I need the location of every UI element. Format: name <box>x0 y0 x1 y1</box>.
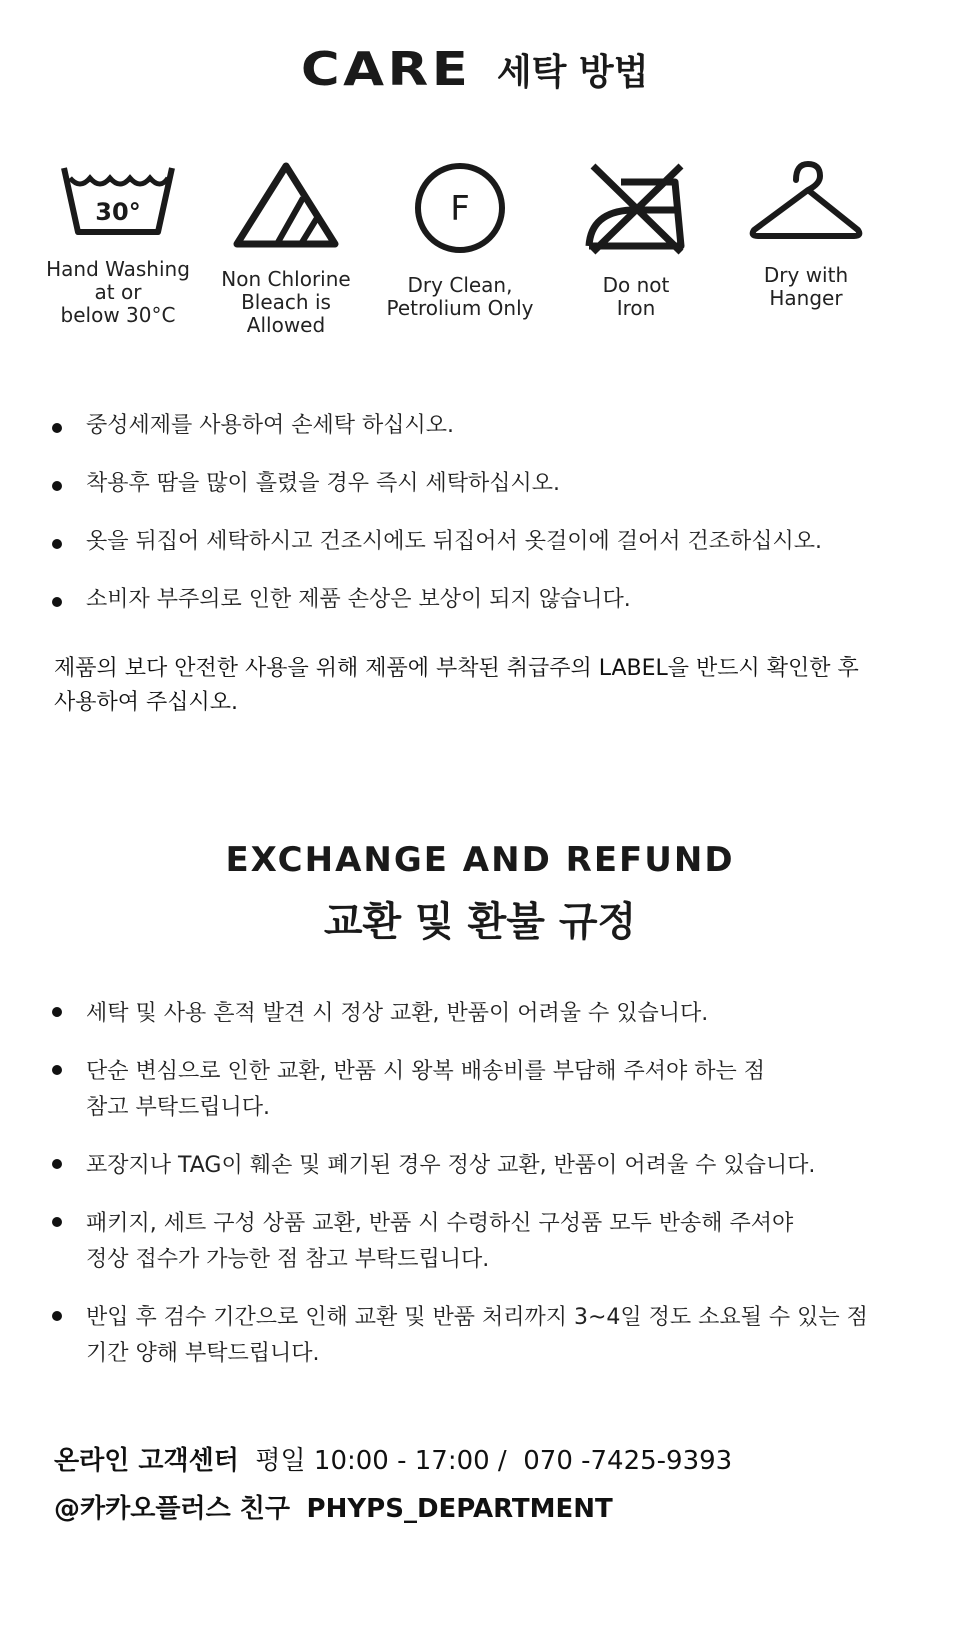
care-icon-label: Dry Clean, Petrolium Only <box>386 273 534 320</box>
bullet-text: 착용후 땀을 많이 흘렸을 경우 즉시 세탁하십시오. <box>86 471 560 496</box>
list-item <box>52 412 822 440</box>
customer-center-hours: 평일 10:00 - 17:00 / <box>255 1446 507 1476</box>
bullet-dot <box>52 1159 62 1169</box>
bullet-text: 단순 변심으로 인한 교환, 반품 시 왕복 배송비를 부담해 주셔야 하는 점 <box>86 1059 765 1084</box>
do-not-iron-icon <box>581 160 691 256</box>
bullet-text: 옷을 뒤집어 세탁하시고 건조시에도 뒤집어서 옷걸이에 걸어서 건조하십시오. <box>86 529 823 554</box>
bullet-text-continued: 참고 부탁드립니다. <box>86 1095 271 1120</box>
care-icon-label: Hand Washing at or below 30°C <box>46 257 190 327</box>
exchange-title-ko: 교환 및 환불 규정 <box>323 899 637 945</box>
bullet-dot <box>52 481 62 491</box>
list-item <box>52 470 822 498</box>
care-icon-hand-wash <box>28 160 208 327</box>
kakao-plus-friend <box>54 1488 613 1525</box>
bullet-dot <box>52 423 62 433</box>
list-item <box>52 1148 868 1184</box>
bullet-dot <box>52 1217 62 1227</box>
bullet-text: 포장지나 TAG이 훼손 및 폐기된 경우 정상 교환, 반품이 어려울 수 있습니다. <box>86 1153 816 1178</box>
svg-text:30°: 30° <box>95 198 141 226</box>
bullet-dot <box>52 1065 62 1075</box>
bullet-dot <box>52 1007 62 1017</box>
list-item <box>52 1206 868 1278</box>
kakao-id[interactable]: PHYPS_DEPARTMENT <box>306 1494 613 1524</box>
bullet-dot <box>52 597 62 607</box>
bullet-text: 반입 후 검수 기간으로 인해 교환 및 반품 처리까지 3~4일 정도 소요될 수 있는 점 <box>86 1305 868 1330</box>
care-icon-hanger <box>716 160 896 310</box>
bullet-text: 중성세제를 사용하여 손세탁 하십시오. <box>86 413 455 438</box>
list-item <box>52 528 822 556</box>
care-icon-bleach <box>196 160 376 337</box>
care-title-ko: 세탁 방법 <box>496 51 649 93</box>
care-note <box>54 652 934 720</box>
svg-text:F: F <box>450 189 470 229</box>
dry-clean-f-icon <box>412 160 508 256</box>
hanger-icon <box>746 160 866 246</box>
customer-center-phone[interactable]: 070 -7425-9393 <box>523 1446 733 1476</box>
exchange-bullet-list <box>52 996 868 1394</box>
care-icon-dry-clean <box>370 160 550 320</box>
exchange-title-en: EXCHANGE AND REFUND <box>225 840 735 880</box>
non-chlorine-bleach-icon <box>231 160 341 250</box>
care-bullet-list <box>52 412 822 644</box>
care-title <box>0 42 960 96</box>
bullet-text-continued: 기간 양해 부탁드립니다. <box>86 1341 320 1366</box>
bullet-text: 패키지, 세트 구성 상품 교환, 반품 시 수령하신 구성품 모두 반송해 주셔야 <box>86 1211 794 1236</box>
bullet-dot <box>52 1311 62 1321</box>
list-item <box>52 996 868 1032</box>
list-item <box>52 1054 868 1126</box>
care-icon-label: Do not Iron <box>602 273 670 320</box>
hand-wash-30-icon <box>58 160 178 240</box>
care-title-en: CARE <box>300 42 471 96</box>
kakao-label: @카카오플러스 친구 <box>54 1494 290 1524</box>
care-icon-no-iron <box>546 160 726 320</box>
customer-center <box>54 1440 732 1477</box>
bullet-text: 세탁 및 사용 흔적 발견 시 정상 교환, 반품이 어려울 수 있습니다. <box>86 1001 709 1026</box>
bullet-text: 소비자 부주의로 인한 제품 손상은 보상이 되지 않습니다. <box>86 587 631 612</box>
list-item <box>52 1300 868 1372</box>
care-icon-label: Dry with Hanger <box>763 263 849 310</box>
care-icons-row <box>0 160 960 360</box>
care-icon-label: Non Chlorine Bleach is Allowed <box>221 267 351 337</box>
bullet-dot <box>52 539 62 549</box>
care-note-line: 제품의 보다 안전한 사용을 위해 제품에 부착된 취급주의 LABEL을 반드시 확인한 후 <box>54 656 859 681</box>
bullet-text-continued: 정상 접수가 가능한 점 참고 부탁드립니다. <box>86 1247 490 1272</box>
list-item <box>52 586 822 614</box>
customer-center-label: 온라인 고객센터 <box>54 1446 239 1476</box>
care-note-line: 사용하여 주십시오. <box>54 690 239 715</box>
